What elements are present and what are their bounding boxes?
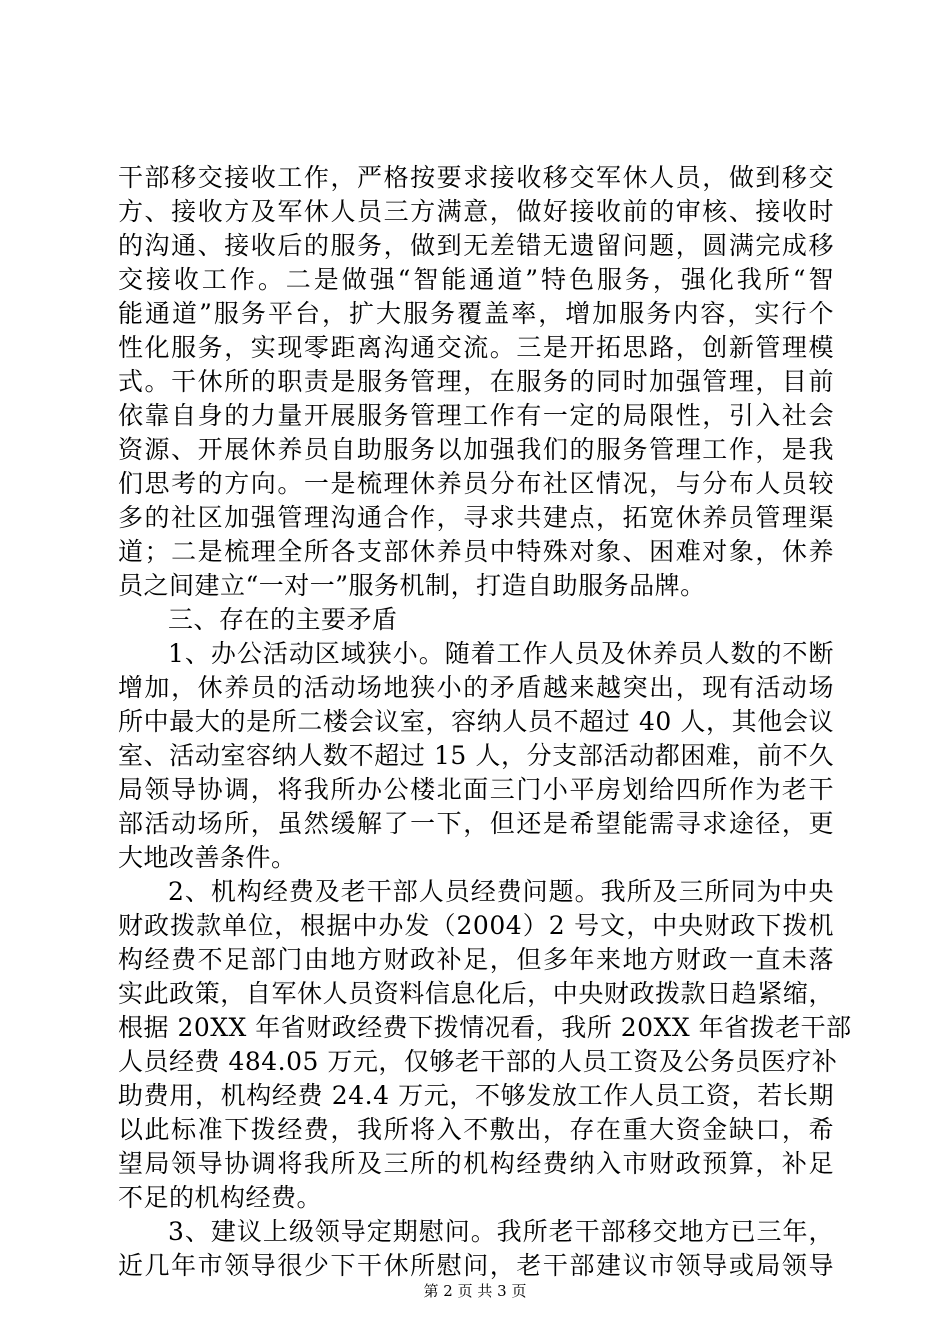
text-line: 财政拨款单位，根据中办发（2004）2 号文，中央财政下拨机	[118, 911, 834, 940]
text-line: 性化服务，实现零距离沟通交流。三是开拓思路，创新管理模	[118, 333, 834, 362]
document-body	[118, 161, 852, 1283]
text-line: 2、机构经费及老干部人员经费问题。我所及三所同为中央	[168, 877, 834, 906]
text-line: 干部移交接收工作，严格按要求接收移交军休人员，做到移交	[118, 163, 834, 192]
text-line: 实此政策，自军休人员资料信息化后，中央财政拨款日趋紧缩，	[118, 979, 834, 1008]
text-line: 增加，休养员的活动场地狭小的矛盾越来越突出，现有活动场	[118, 673, 834, 702]
text-line: 方、接收方及军休人员三方满意，做好接收前的审核、接收时	[118, 197, 834, 226]
text-line: 资源、开展休养员自助服务以加强我们的服务管理工作，是我	[118, 435, 834, 464]
page-footer: 第 2 页 共 3 页	[423, 1282, 527, 1300]
text-line: 大地改善条件。	[118, 843, 297, 872]
text-line: 部活动场所，虽然缓解了一下，但还是希望能需寻求途径，更	[118, 809, 834, 838]
text-line: 依靠自身的力量开展服务管理工作有一定的局限性，引入社会	[118, 401, 834, 430]
text-line: 多的社区加强管理沟通合作，寻求共建点，拓宽休养员管理渠	[118, 503, 834, 532]
text-line: 助费用，机构经费 24.4 万元，不够发放工作人员工资，若长期	[118, 1081, 834, 1110]
text-line: 望局领导协调将我所及三所的机构经费纳入市财政预算，补足	[118, 1149, 834, 1178]
text-line: 三、存在的主要矛盾	[168, 605, 398, 634]
text-line: 3、建议上级领导定期慰问。我所老干部移交地方已三年，	[168, 1217, 834, 1246]
text-line: 室、活动室容纳人数不超过 15 人，分支部活动都困难，前不久	[118, 741, 834, 770]
text-line: 人员经费 484.05 万元，仅够老干部的人员工资及公务员医疗补	[118, 1047, 838, 1076]
text-line: 根据 20XX 年省财政经费下拨情况看，我所 20XX 年省拨老干部	[118, 1013, 852, 1042]
text-line: 近几年市领导很少下干休所慰问，老干部建议市领导或局领导	[118, 1251, 834, 1280]
text-line: 员之间建立“一对一”服务机制，打造自助服务品牌。	[118, 571, 706, 600]
text-line: 1、办公活动区域狭小。随着工作人员及休养员人数的不断	[168, 639, 834, 668]
text-line: 构经费不足部门由地方财政补足，但多年来地方财政一直未落	[118, 945, 834, 974]
text-line: 的沟通、接收后的服务，做到无差错无遗留问题，圆满完成移	[118, 231, 834, 260]
text-line: 能通道”服务平台，扩大服务覆盖率，增加服务内容，实行个	[118, 299, 834, 328]
text-line: 交接收工作。二是做强“智能通道”特色服务，强化我所“智	[118, 265, 834, 294]
text-line: 以此标准下拨经费，我所将入不敷出，存在重大资金缺口，希	[118, 1115, 834, 1144]
text-line: 道；二是梳理全所各支部休养员中特殊对象、困难对象，休养	[118, 537, 834, 566]
text-line: 不足的机构经费。	[118, 1183, 323, 1212]
text-line: 们思考的方向。一是梳理休养员分布社区情况，与分布人员较	[118, 469, 834, 498]
text-line: 式。干休所的职责是服务管理，在服务的同时加强管理，目前	[118, 367, 834, 396]
text-line: 所中最大的是所二楼会议室，容纳人员不超过 40 人，其他会议	[118, 707, 834, 736]
text-line: 局领导协调，将我所办公楼北面三门小平房划给四所作为老干	[118, 775, 834, 804]
